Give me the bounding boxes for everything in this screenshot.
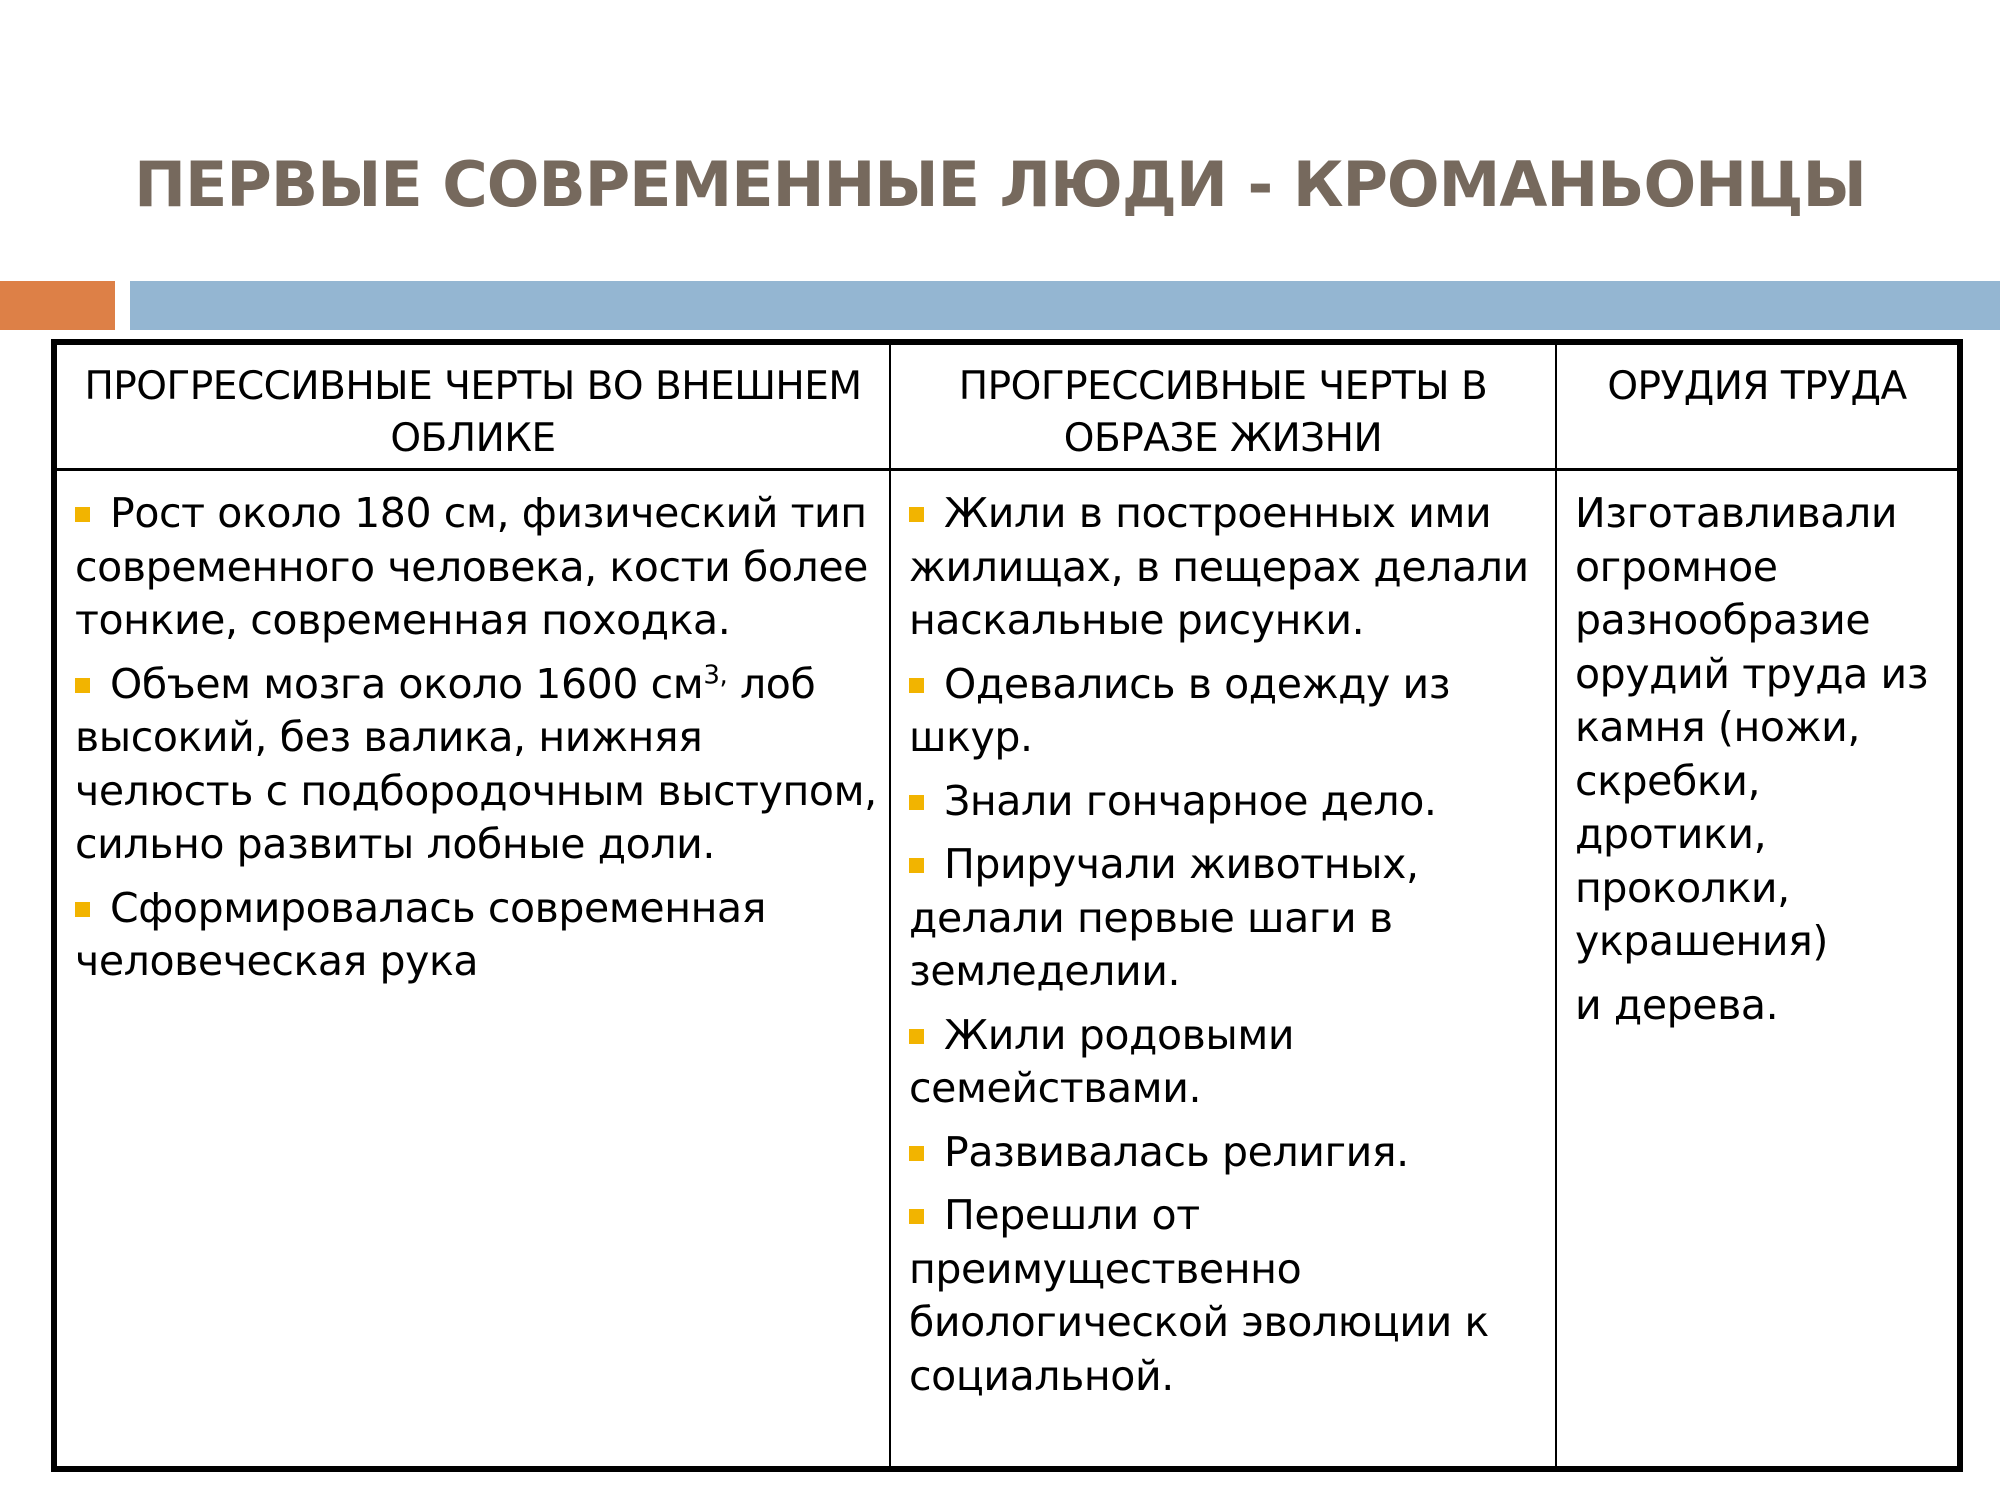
comparison-table — [51, 339, 1963, 1472]
item-text: Знали гончарное дело. — [944, 776, 1437, 825]
list-item — [909, 1189, 1551, 1403]
list-item — [909, 838, 1551, 999]
header-lifestyle: ПРОГРЕССИВНЫЕ ЧЕРТЫ В ОБРАЗЕ ЖИЗНИ — [891, 345, 1557, 471]
list-item — [909, 775, 1551, 829]
item-text: Перешли от преимущественно биологической эволюции к социальной. — [909, 1191, 1489, 1400]
item-text: Жили родовыми семействами. — [909, 1010, 1295, 1112]
list-item — [909, 1009, 1551, 1116]
header-appearance: ПРОГРЕССИВНЫЕ ЧЕРТЫ ВО ВНЕШНЕМ ОБЛИКЕ — [57, 345, 891, 471]
tools-text: Изготавливали огромное разнообразие орудий труда из камня (ножи, скребки, дротики, проколки, украшения) — [1575, 489, 1929, 965]
header-tools: ОРУДИЯ ТРУДА — [1557, 345, 1957, 471]
accent-bar-orange — [0, 281, 115, 330]
item-text: Развивалась религия. — [944, 1127, 1409, 1176]
item-text: Сформировалась современная человеческая рука — [75, 883, 767, 985]
square-bullet-icon — [909, 858, 924, 873]
list-item — [75, 487, 885, 648]
list-item — [75, 658, 885, 872]
item-text: лоб высокий, без валика, нижняя челюсть с подбородочным выступом, сильно развиты лобные доли. — [75, 659, 877, 868]
list-item — [909, 487, 1551, 648]
square-bullet-icon — [75, 678, 90, 693]
cell-tools — [1557, 471, 1957, 1466]
slide-title: ПЕРВЫЕ СОВРЕМЕННЫЕ ЛЮДИ - КРОМАНЬОНЦЫ — [134, 148, 1866, 221]
item-text: Рост около 180 см, физический тип современного человека, кости более тонкие, современная походка. — [75, 489, 869, 644]
square-bullet-icon — [909, 1209, 924, 1224]
square-bullet-icon — [909, 678, 924, 693]
item-text: Жили в построенных ими жилищах, в пещерах делали наскальные рисунки. — [909, 489, 1529, 644]
cell-lifestyle — [891, 471, 1557, 1466]
item-text: Объем мозга около 1600 см — [110, 659, 704, 708]
item-text: Одевались в одежду из шкур. — [909, 659, 1451, 761]
square-bullet-icon — [909, 1029, 924, 1044]
cell-appearance — [57, 471, 891, 1466]
tools-text-continued: и дерева. — [1575, 980, 1779, 1029]
square-bullet-icon — [909, 1146, 924, 1161]
item-text: Приручали животных, делали первые шаги в земледелии. — [909, 840, 1419, 995]
superscript: 3, — [703, 659, 728, 690]
list-item — [75, 882, 885, 989]
list-item — [909, 658, 1551, 765]
square-bullet-icon — [909, 507, 924, 522]
list-item — [909, 1126, 1551, 1180]
square-bullet-icon — [75, 507, 90, 522]
square-bullet-icon — [909, 795, 924, 810]
accent-bar-blue — [130, 281, 2000, 330]
square-bullet-icon — [75, 902, 90, 917]
